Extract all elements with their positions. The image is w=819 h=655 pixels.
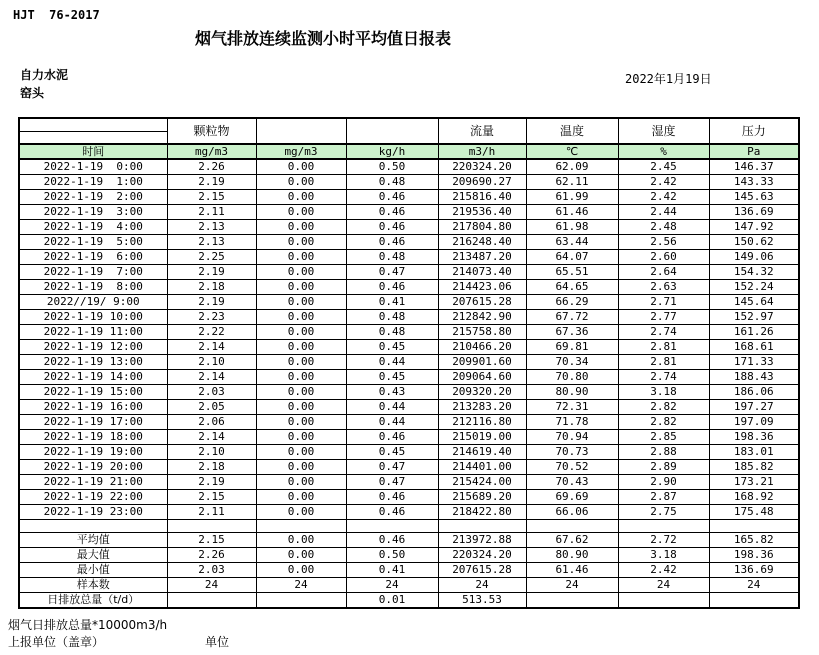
table-cell: 2.48 [618, 220, 709, 235]
table-cell: 2.63 [618, 280, 709, 295]
table-cell: 70.73 [526, 445, 618, 460]
table-cell: 2.10 [167, 355, 256, 370]
data-row [19, 190, 799, 205]
table-cell: 154.32 [709, 265, 799, 280]
data-row [19, 460, 799, 475]
unit-pa: Pa [709, 144, 799, 159]
table-cell: 2022-1-19 8:00 [19, 280, 167, 295]
unit-label: 单位 [205, 635, 230, 649]
table-cell: 0.00 [256, 235, 346, 250]
table-cell: 65.51 [526, 265, 618, 280]
spacer-row [19, 520, 799, 533]
table-cell: 64.07 [526, 250, 618, 265]
table-cell: 152.24 [709, 280, 799, 295]
table-cell: 217804.80 [438, 220, 526, 235]
table-cell [256, 520, 346, 533]
report-unit-label: 上报单位（盖章） [8, 635, 105, 649]
table-cell: 2.11 [167, 505, 256, 520]
unit-mgm3: mg/m3 [256, 144, 346, 159]
table-cell: 80.90 [526, 385, 618, 400]
table-cell: 0.46 [346, 205, 438, 220]
table-cell: 最小值 [19, 563, 167, 578]
table-cell: 0.00 [256, 265, 346, 280]
table-cell: 0.50 [346, 159, 438, 175]
data-row [19, 445, 799, 460]
table-cell: 2.45 [618, 159, 709, 175]
table-cell: 2.23 [167, 310, 256, 325]
table-cell: 0.00 [256, 220, 346, 235]
table-cell: 61.99 [526, 190, 618, 205]
header-particulate: 颗粒物 [167, 118, 256, 144]
table-cell: 0.45 [346, 445, 438, 460]
table-cell: 平均值 [19, 533, 167, 548]
table-cell: 2.18 [167, 280, 256, 295]
table-cell: 0.00 [256, 563, 346, 578]
table-cell: 80.90 [526, 548, 618, 563]
table-cell: 214073.40 [438, 265, 526, 280]
table-cell: 213283.20 [438, 400, 526, 415]
table-cell: 2022-1-19 20:00 [19, 460, 167, 475]
data-row [19, 235, 799, 250]
table-cell: 2.19 [167, 175, 256, 190]
unit-kgh: kg/h [346, 144, 438, 159]
table-cell: 209690.27 [438, 175, 526, 190]
table-cell: 2022-1-19 23:00 [19, 505, 167, 520]
table-cell: 24 [438, 578, 526, 593]
table-cell: 168.92 [709, 490, 799, 505]
table-cell: 143.33 [709, 175, 799, 190]
table-cell: 183.01 [709, 445, 799, 460]
data-row [19, 325, 799, 340]
data-row [19, 220, 799, 235]
daily-total-note: 烟气日排放总量*10000m3/h [8, 618, 168, 632]
station-name: 窑头 [20, 86, 45, 100]
table-cell: 0.00 [256, 460, 346, 475]
table-cell: 2.82 [618, 400, 709, 415]
table-cell: 0.44 [346, 415, 438, 430]
table-cell: 2022-1-19 13:00 [19, 355, 167, 370]
table-cell: 2022-1-19 3:00 [19, 205, 167, 220]
data-row [19, 250, 799, 265]
table-cell: 0.00 [256, 430, 346, 445]
table-cell: 220324.20 [438, 159, 526, 175]
table-cell: 69.69 [526, 490, 618, 505]
table-cell: 0.48 [346, 325, 438, 340]
table-cell: 2.74 [618, 325, 709, 340]
table-cell: 0.47 [346, 475, 438, 490]
table-cell: 24 [256, 578, 346, 593]
table-cell: 0.46 [346, 490, 438, 505]
table-cell: 日排放总量（t/d） [19, 593, 167, 609]
table-cell: 188.43 [709, 370, 799, 385]
table-cell: 70.94 [526, 430, 618, 445]
table-cell: 2.15 [167, 190, 256, 205]
table-cell: 67.36 [526, 325, 618, 340]
summary-row [19, 578, 799, 593]
table-cell: 24 [526, 578, 618, 593]
data-row [19, 159, 799, 175]
table-cell: 165.82 [709, 533, 799, 548]
table-cell: 2.03 [167, 385, 256, 400]
summary-row [19, 593, 799, 609]
table-cell: 0.00 [256, 325, 346, 340]
table-cell: 61.98 [526, 220, 618, 235]
unit-percent: % [618, 144, 709, 159]
unit-row [19, 144, 799, 159]
table-cell: 0.44 [346, 355, 438, 370]
table-cell: 0.00 [256, 310, 346, 325]
table-cell: 197.27 [709, 400, 799, 415]
table-cell: 0.00 [256, 340, 346, 355]
table-cell: 3.18 [618, 548, 709, 563]
report-date: 2022年1月19日 [625, 72, 712, 86]
unit-particulate-mgm3: mg/m3 [167, 144, 256, 159]
table-cell: 2.72 [618, 533, 709, 548]
table-cell: 2.81 [618, 340, 709, 355]
table-cell: 2022-1-19 2:00 [19, 190, 167, 205]
table-cell: 2022//19/ 9:00 [19, 295, 167, 310]
table-cell: 2.88 [618, 445, 709, 460]
table-cell: 215424.00 [438, 475, 526, 490]
table-cell: 215019.00 [438, 430, 526, 445]
table-cell: 145.64 [709, 295, 799, 310]
table-cell: 185.82 [709, 460, 799, 475]
table-cell: 0.47 [346, 460, 438, 475]
table-cell: 24 [618, 578, 709, 593]
table-cell: 149.06 [709, 250, 799, 265]
table-cell: 62.09 [526, 159, 618, 175]
table-cell: 2022-1-19 18:00 [19, 430, 167, 445]
table-cell: 2.22 [167, 325, 256, 340]
table-cell: 0.01 [346, 593, 438, 609]
table-cell: 152.97 [709, 310, 799, 325]
table-cell: 0.46 [346, 235, 438, 250]
table-cell: 2.13 [167, 220, 256, 235]
table-cell: 2.15 [167, 533, 256, 548]
table-cell: 0.00 [256, 475, 346, 490]
table-cell: 0.00 [256, 415, 346, 430]
table-cell: 70.80 [526, 370, 618, 385]
table-cell: 70.34 [526, 355, 618, 370]
table-cell: 0.00 [256, 280, 346, 295]
table-cell [526, 593, 618, 609]
table-cell: 2.60 [618, 250, 709, 265]
table-cell: 2.14 [167, 370, 256, 385]
table-cell: 2.56 [618, 235, 709, 250]
table-cell: 2.05 [167, 400, 256, 415]
table-cell [167, 593, 256, 609]
table-cell: 2.03 [167, 563, 256, 578]
summary-row [19, 563, 799, 578]
table-cell: 2.64 [618, 265, 709, 280]
table-cell: 161.26 [709, 325, 799, 340]
table-cell: 0.00 [256, 370, 346, 385]
table-cell: 0.00 [256, 175, 346, 190]
table-cell: 0.46 [346, 220, 438, 235]
table-cell [618, 520, 709, 533]
table-cell: 2.26 [167, 159, 256, 175]
table-cell [167, 520, 256, 533]
table-cell: 2.42 [618, 563, 709, 578]
table-cell: 61.46 [526, 205, 618, 220]
unit-celsius: ℃ [526, 144, 618, 159]
table-cell: 0.00 [256, 445, 346, 460]
table-cell: 209320.20 [438, 385, 526, 400]
table-cell: 173.21 [709, 475, 799, 490]
table-cell: 2022-1-19 7:00 [19, 265, 167, 280]
data-row [19, 385, 799, 400]
table-cell: 2022-1-19 11:00 [19, 325, 167, 340]
table-cell: 213487.20 [438, 250, 526, 265]
table-cell: 67.62 [526, 533, 618, 548]
table-cell: 2.87 [618, 490, 709, 505]
data-row [19, 505, 799, 520]
table-cell: 2.14 [167, 430, 256, 445]
standard-number: HJT 76-2017 [13, 8, 100, 22]
table-cell: 0.00 [256, 533, 346, 548]
table-cell: 214423.06 [438, 280, 526, 295]
table-cell: 219536.40 [438, 205, 526, 220]
table-cell: 2022-1-19 4:00 [19, 220, 167, 235]
table-cell: 67.72 [526, 310, 618, 325]
header-humidity: 湿度 [618, 118, 709, 144]
table-cell: 2.18 [167, 460, 256, 475]
table-cell: 0.45 [346, 340, 438, 355]
table-cell: 2.14 [167, 340, 256, 355]
table-cell: 0.46 [346, 190, 438, 205]
table-cell: 0.00 [256, 400, 346, 415]
table-cell: 0.46 [346, 280, 438, 295]
table-cell: 2.74 [618, 370, 709, 385]
table-cell: 2.13 [167, 235, 256, 250]
data-row [19, 280, 799, 295]
group-header-row [19, 118, 799, 132]
table-cell [346, 520, 438, 533]
table-cell: 0.41 [346, 563, 438, 578]
table-cell: 2.85 [618, 430, 709, 445]
table-cell: 2.44 [618, 205, 709, 220]
table-cell: 207615.28 [438, 563, 526, 578]
table-cell: 2022-1-19 21:00 [19, 475, 167, 490]
data-row [19, 265, 799, 280]
table-cell: 136.69 [709, 563, 799, 578]
table-cell: 215816.40 [438, 190, 526, 205]
table-cell [709, 593, 799, 609]
table-cell: 0.46 [346, 430, 438, 445]
table-cell: 70.43 [526, 475, 618, 490]
header-pressure: 压力 [709, 118, 799, 144]
data-row [19, 415, 799, 430]
data-row [19, 490, 799, 505]
table-cell: 2022-1-19 22:00 [19, 490, 167, 505]
table-cell: 216248.40 [438, 235, 526, 250]
table-cell: 147.92 [709, 220, 799, 235]
data-row [19, 370, 799, 385]
table-cell: 0.00 [256, 250, 346, 265]
unit-m3h: m3/h [438, 144, 526, 159]
table-cell [618, 593, 709, 609]
table-cell: 2.42 [618, 190, 709, 205]
table-cell: 2.42 [618, 175, 709, 190]
data-row [19, 400, 799, 415]
table-cell: 最大值 [19, 548, 167, 563]
table-cell: 513.53 [438, 593, 526, 609]
table-cell [709, 520, 799, 533]
table-cell: 175.48 [709, 505, 799, 520]
table-cell: 69.81 [526, 340, 618, 355]
table-cell: 63.44 [526, 235, 618, 250]
data-row [19, 205, 799, 220]
table-cell: 2.26 [167, 548, 256, 563]
table-cell: 2022-1-19 15:00 [19, 385, 167, 400]
table-cell: 209064.60 [438, 370, 526, 385]
data-row [19, 430, 799, 445]
table-cell: 212116.80 [438, 415, 526, 430]
table-cell: 220324.20 [438, 548, 526, 563]
table-cell: 2.89 [618, 460, 709, 475]
table-cell: 145.63 [709, 190, 799, 205]
table-cell: 24 [167, 578, 256, 593]
table-cell: 150.62 [709, 235, 799, 250]
table-cell: 72.31 [526, 400, 618, 415]
header-flow: 流量 [438, 118, 526, 144]
table-cell: 0.00 [256, 159, 346, 175]
table-cell: 2.10 [167, 445, 256, 460]
table-cell: 215689.20 [438, 490, 526, 505]
table-cell: 2022-1-19 6:00 [19, 250, 167, 265]
table-cell: 210466.20 [438, 340, 526, 355]
table-cell: 2.77 [618, 310, 709, 325]
table-cell: 212842.90 [438, 310, 526, 325]
table-cell: 2.19 [167, 265, 256, 280]
table-cell: 66.06 [526, 505, 618, 520]
table-cell: 0.00 [256, 355, 346, 370]
table-cell: 207615.28 [438, 295, 526, 310]
table-cell: 2022-1-19 19:00 [19, 445, 167, 460]
header-blank-col3 [256, 118, 346, 144]
table-cell [438, 520, 526, 533]
table-cell: 0.45 [346, 370, 438, 385]
table-cell: 0.00 [256, 548, 346, 563]
table-cell: 213972.88 [438, 533, 526, 548]
table-cell: 0.48 [346, 175, 438, 190]
table-cell: 2.75 [618, 505, 709, 520]
table-cell: 0.00 [256, 505, 346, 520]
data-row [19, 310, 799, 325]
table-cell: 171.33 [709, 355, 799, 370]
table-cell: 样本数 [19, 578, 167, 593]
unit-time: 时间 [19, 144, 167, 159]
table-cell: 66.29 [526, 295, 618, 310]
table-cell: 0.48 [346, 310, 438, 325]
table-cell: 0.44 [346, 400, 438, 415]
table-cell: 0.47 [346, 265, 438, 280]
table-cell: 2022-1-19 12:00 [19, 340, 167, 355]
table-cell: 2.82 [618, 415, 709, 430]
table-cell: 186.06 [709, 385, 799, 400]
table-cell: 2022-1-19 0:00 [19, 159, 167, 175]
table-cell: 215758.80 [438, 325, 526, 340]
table-cell: 214401.00 [438, 460, 526, 475]
table-cell: 2.25 [167, 250, 256, 265]
table-cell: 3.18 [618, 385, 709, 400]
table-cell: 0.48 [346, 250, 438, 265]
header-time-blank-top [19, 118, 167, 132]
table-cell: 2022-1-19 10:00 [19, 310, 167, 325]
table-cell: 198.36 [709, 548, 799, 563]
header-temperature: 温度 [526, 118, 618, 144]
table-cell: 0.46 [346, 533, 438, 548]
table-cell: 0.00 [256, 385, 346, 400]
report-title: 烟气排放连续监测小时平均值日报表 [195, 29, 452, 48]
table-cell [19, 520, 167, 533]
table-cell [526, 520, 618, 533]
table-cell: 2.19 [167, 475, 256, 490]
table-cell: 2.71 [618, 295, 709, 310]
table-cell: 2.19 [167, 295, 256, 310]
table-cell: 24 [709, 578, 799, 593]
table-cell: 197.09 [709, 415, 799, 430]
table-cell: 62.11 [526, 175, 618, 190]
table-cell: 168.61 [709, 340, 799, 355]
table-cell: 0.43 [346, 385, 438, 400]
table-cell: 2.81 [618, 355, 709, 370]
table-cell: 218422.80 [438, 505, 526, 520]
summary-row [19, 548, 799, 563]
table-cell: 0.00 [256, 295, 346, 310]
table-cell: 209901.60 [438, 355, 526, 370]
table-cell: 214619.40 [438, 445, 526, 460]
table-cell: 0.46 [346, 505, 438, 520]
table-cell: 136.69 [709, 205, 799, 220]
table-cell: 2.15 [167, 490, 256, 505]
table-cell: 198.36 [709, 430, 799, 445]
table-cell: 0.00 [256, 205, 346, 220]
table-cell: 2.06 [167, 415, 256, 430]
table-cell: 2.11 [167, 205, 256, 220]
data-row [19, 355, 799, 370]
data-row [19, 475, 799, 490]
table-cell: 2022-1-19 5:00 [19, 235, 167, 250]
table-cell: 2022-1-19 17:00 [19, 415, 167, 430]
table-cell: 61.46 [526, 563, 618, 578]
header-blank-col4 [346, 118, 438, 144]
table-cell: 2.90 [618, 475, 709, 490]
table-cell: 0.00 [256, 490, 346, 505]
table-cell: 2022-1-19 1:00 [19, 175, 167, 190]
table-cell: 70.52 [526, 460, 618, 475]
table-cell: 24 [346, 578, 438, 593]
data-row [19, 175, 799, 190]
table-cell: 2022-1-19 16:00 [19, 400, 167, 415]
company-name: 自力水泥 [20, 68, 69, 82]
table-cell: 146.37 [709, 159, 799, 175]
report-table [18, 117, 800, 609]
data-row [19, 295, 799, 310]
table-cell: 0.00 [256, 190, 346, 205]
table-cell: 0.41 [346, 295, 438, 310]
header-time-blank-bottom [19, 132, 167, 145]
data-row [19, 340, 799, 355]
table-cell: 71.78 [526, 415, 618, 430]
table-cell: 0.50 [346, 548, 438, 563]
table-cell: 2022-1-19 14:00 [19, 370, 167, 385]
table-cell [256, 593, 346, 609]
table-cell: 64.65 [526, 280, 618, 295]
summary-row [19, 533, 799, 548]
